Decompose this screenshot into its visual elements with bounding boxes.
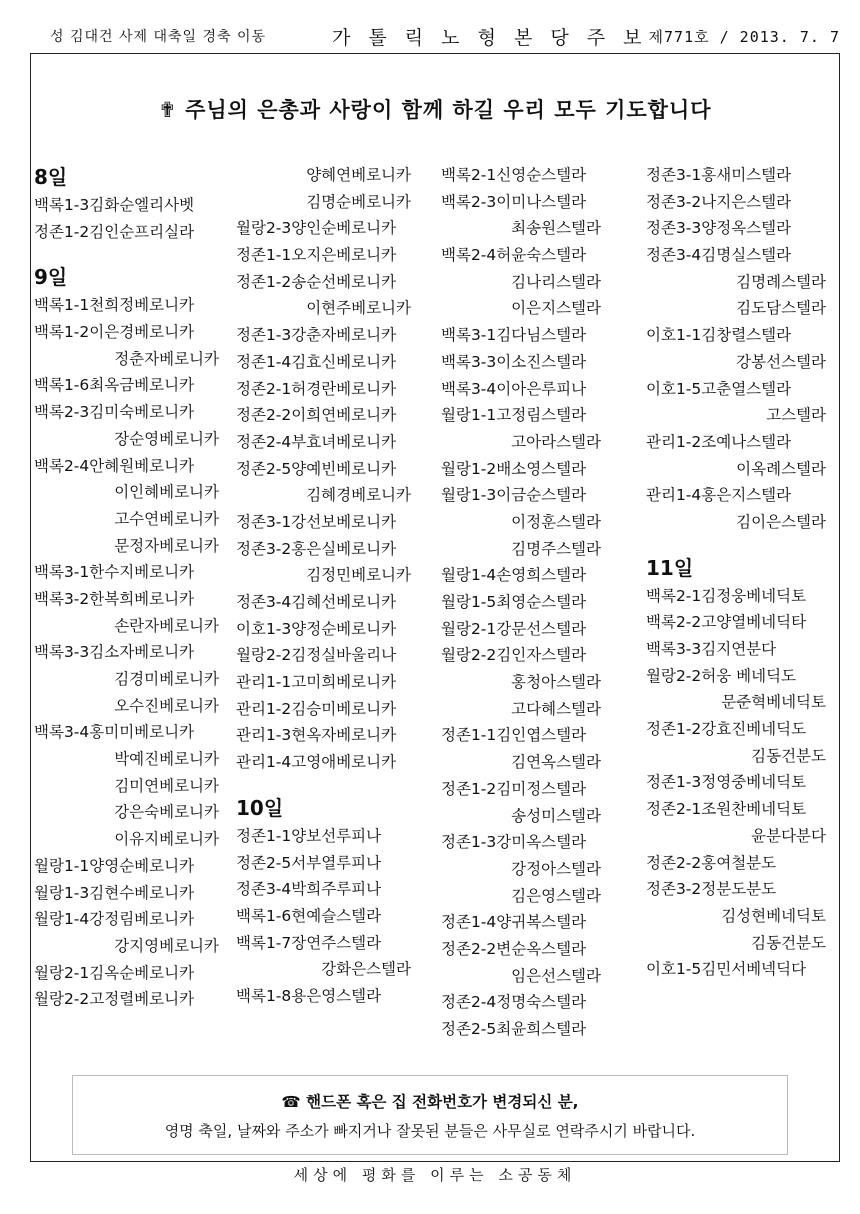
name-entry: 관리1-3현옥자베로니카 [236, 726, 397, 745]
name-entry: 이호1-5고춘열스텔라 [646, 379, 792, 398]
name-entry: 백록3-3이소진스텔라 [441, 352, 587, 371]
name-entry: 정춘자베로니카 [114, 349, 219, 368]
name-entry: 김명순베로니카 [306, 192, 411, 211]
name-entry: 문준혁베네딕토 [721, 693, 826, 712]
name-entry: 백록2-1신영순스텔라 [441, 166, 587, 184]
name-entry: 백록3-3김지연분다 [646, 640, 777, 658]
name-entry: 정존1-1오지은베로니카 [236, 246, 397, 265]
name-entry: 월랑1-1양영순베로니카 [34, 856, 195, 875]
name-entry: 양혜연베로니카 [306, 166, 411, 184]
name-entry: 백록1-6최옥금베로니카 [34, 376, 195, 395]
name-entry: 월랑1-3이금순스텔라 [441, 486, 587, 505]
name-entry: 송성미스텔라 [511, 806, 601, 825]
name-entry: 이호1-5김민서베넥딕다 [646, 960, 807, 979]
name-entry: 정존2-1허경란베로니카 [236, 379, 397, 398]
name-entry: 고스텔라 [766, 406, 826, 425]
name-entry: 김성현베네딕토 [721, 906, 826, 925]
name-entry: 고수연베로니카 [114, 509, 219, 528]
name-entry: 백록2-4허윤숙스텔라 [441, 246, 587, 265]
name-entry: 월랑1-4강정림베로니카 [34, 910, 195, 929]
name-entry: 이정훈스텔라 [511, 512, 601, 531]
name-entry: 백록3-4이아은루피나 [441, 379, 587, 398]
day-heading: 8일 [34, 165, 68, 189]
title-text: 주님의 은총과 사랑이 함께 하길 우리 모두 기도합니다 [185, 98, 712, 122]
footer-motto: 세상에 평화를 이루는 소공동체 [293, 1166, 577, 1184]
name-entry: 정존2-5최윤희스텔라 [441, 1020, 587, 1038]
name-entry: 김명례스텔라 [736, 272, 826, 291]
day-heading: 9일 [34, 265, 68, 290]
name-entry: 정존1-4양귀복스텔라 [441, 913, 587, 932]
name-entry: 정존3-3양정옥스텔라 [646, 219, 792, 238]
name-entry: 이은지스텔라 [511, 299, 601, 318]
name-entry: 정존1-2송순선베로니카 [236, 272, 397, 291]
name-entry: 김동건분도 [751, 933, 826, 952]
name-entry: 월랑2-2김인자스텔라 [441, 646, 587, 665]
name-entry: 고아라스텔라 [511, 432, 601, 451]
name-entry: 김동건분도 [751, 746, 826, 765]
name-entry: 백록1-1천희정베로니카 [34, 296, 195, 315]
name-entry: 문정자베로니카 [114, 536, 219, 555]
name-entry: 백록1-6현예슬스텔라 [236, 906, 382, 925]
page-header [30, 26, 842, 56]
issue-number: 제771호 / 2013. 7. 7 [648, 28, 840, 46]
notice-line-2: 영명 축일, 날짜와 주소가 빠지거나 잘못된 분들은 사무실로 연락주시기 바랍니다. [164, 1122, 696, 1140]
name-entry: 백록2-2고양열베네딕타 [646, 613, 807, 632]
name-entry: 홍청아스텔라 [511, 673, 601, 692]
name-entry: 백록1-7장연주스텔라 [236, 933, 382, 952]
name-entry: 월랑2-1강문선스텔라 [441, 619, 587, 638]
name-entry: 이옥례스텔라 [736, 459, 826, 478]
name-entry: 관리1-2조예나스텔라 [646, 432, 792, 451]
notice-box [72, 1075, 788, 1155]
name-entry: 정존1-1김인엽스텔라 [441, 726, 587, 745]
name-entry: 정존2-2홍여철분도 [646, 853, 777, 872]
name-entry: 김미연베로니카 [114, 776, 219, 795]
name-entry: 백록2-4안혜원베로니카 [34, 456, 195, 475]
name-entry: 관리1-1고미희베로니카 [236, 673, 397, 692]
name-entry: 백록1-3김화순엘리사벳 [34, 196, 195, 214]
notice-line-1: 핸드폰 혹은 집 전화번호가 변경되신 분, [306, 1093, 579, 1111]
name-entry: 이현주베로니카 [306, 299, 411, 318]
name-entry: 정존3-4박희주루피나 [236, 880, 382, 899]
name-entry: 정존3-1강선보베로니카 [236, 512, 397, 531]
name-entry: 오수진베로니카 [114, 696, 219, 715]
name-entry: 월랑1-5최영순스텔라 [441, 593, 587, 611]
name-entry: 정존3-4김혜선베로니카 [236, 593, 397, 611]
name-entry: 관리1-2김승미베로니카 [236, 699, 397, 718]
name-entry: 강정아스텔라 [511, 859, 601, 878]
name-entry: 정존2-2이희연베로니카 [236, 406, 397, 425]
name-entry: 월랑2-2허웅 베네딕도 [646, 666, 797, 685]
name-entry: 이호1-3양정순베로니카 [236, 619, 397, 638]
name-entry: 이인혜베로니카 [114, 483, 219, 502]
name-entry: 손란자베로니카 [114, 616, 219, 635]
column-3 [441, 162, 601, 1043]
name-entry: 정존2-4정명숙스텔라 [441, 993, 587, 1012]
name-entry: 박예진베로니카 [114, 750, 219, 769]
name-entry: 월랑2-2김정실바울리나 [236, 646, 397, 665]
name-entry: 김은영스텔라 [511, 886, 601, 905]
name-entry: 월랑1-4손영희스텔라 [441, 566, 587, 585]
name-entry: 정존1-3강미옥스텔라 [441, 833, 587, 852]
name-entry: 백록3-2한복희베로니카 [34, 589, 195, 608]
name-entry: 정존2-2변순옥스텔라 [441, 939, 587, 958]
name-entry: 정존2-5서부열루피나 [236, 853, 382, 872]
name-entry: 월랑1-3김현수베로니카 [34, 883, 195, 902]
spacer [236, 776, 411, 793]
notice-heading [73, 1090, 787, 1112]
name-entry: 백록3-1김다님스텔라 [441, 326, 587, 345]
cross-icon: ✟ [158, 98, 178, 122]
name-entry: 이유지베로니카 [114, 830, 219, 849]
name-entry: 백록2-1김정웅베네딕토 [646, 586, 807, 605]
name-entry: 월랑2-2고정렬베로니카 [34, 990, 195, 1009]
name-entry: 강화은스텔라 [321, 960, 411, 979]
name-entry: 정존1-3정영중베네딕토 [646, 773, 807, 792]
name-entry: 백록1-2이은경베로니카 [34, 323, 195, 342]
name-entry: 정존1-2김미정스텔라 [441, 779, 587, 798]
name-entry: 정존1-1양보선루피나 [236, 826, 382, 845]
name-entry: 김도담스텔라 [736, 299, 826, 318]
name-entry: 최송원스텔라 [511, 219, 601, 238]
name-entry: 관리1-4홍은지스텔라 [646, 486, 792, 505]
name-entry: 김경미베로니카 [114, 670, 219, 688]
name-entry: 백록3-3김소자베로니카 [34, 643, 195, 662]
name-entry: 정존3-2정분도분도 [646, 880, 777, 899]
day-heading: 11일 [646, 555, 694, 580]
name-entry: 이호1-1김창렬스텔라 [646, 326, 792, 345]
name-entry: 장순영베로니카 [114, 429, 219, 448]
name-entry: 강봉선스텔라 [736, 352, 826, 371]
header-left: 성 김대건 사제 대축일 경축 이동 [50, 29, 267, 45]
spacer [646, 536, 826, 553]
name-entry: 백록2-3이미나스텔라 [441, 192, 587, 211]
name-entry: 윤분다분다 [751, 826, 826, 845]
name-entry: 월랑1-1고정림스텔라 [441, 406, 587, 425]
column-4 [646, 162, 826, 983]
page-title [30, 94, 840, 124]
phone-icon: ☎ [281, 1093, 301, 1111]
name-entry: 정존3-1홍새미스텔라 [646, 166, 792, 184]
bulletin-title: 가 톨 릭 노 형 본 당 주 보 [332, 27, 648, 49]
column-1 [34, 162, 219, 1013]
name-entry: 김정민베로니카 [306, 566, 411, 585]
name-entry: 정존3-2홍은실베로니카 [236, 539, 397, 558]
name-entry: 정존1-3강춘자베로니카 [236, 326, 397, 345]
column-2 [236, 162, 411, 1010]
name-entry: 김명주스텔라 [511, 539, 601, 558]
spacer [34, 245, 219, 262]
name-entry: 김연옥스텔라 [511, 753, 601, 772]
name-entry: 정존2-5양예빈베로니카 [236, 459, 397, 478]
name-entry: 백록3-4홍미미베로니카 [34, 723, 195, 742]
name-entry: 정존1-2강효진베네딕도 [646, 720, 807, 739]
name-entry: 김나리스텔라 [511, 272, 601, 291]
name-entry: 월랑2-3양인순베로니카 [236, 219, 397, 238]
name-entry: 강은숙베로니카 [114, 803, 219, 822]
name-entry: 고다혜스텔라 [511, 699, 601, 718]
name-entry: 관리1-4고영애베로니카 [236, 753, 397, 772]
name-entry: 임은선스텔라 [511, 966, 601, 985]
name-entry: 정존1-4김효신베로니카 [236, 352, 397, 371]
name-entry: 월랑1-2배소영스텔라 [441, 459, 587, 478]
name-entry: 정존3-4김명실스텔라 [646, 246, 792, 265]
name-entry: 김혜경베로니카 [306, 486, 411, 505]
name-entry: 정존2-4부효녀베로니카 [236, 432, 397, 451]
name-entry: 김이은스텔라 [736, 512, 826, 531]
name-entry: 강지영베로니카 [114, 936, 219, 955]
name-entry: 월랑2-1김옥순베로니카 [34, 963, 195, 982]
name-entry: 정존1-2김인순프리실라 [34, 222, 195, 241]
day-heading: 10일 [236, 795, 284, 820]
name-entry: 백록2-3김미숙베로니카 [34, 403, 195, 422]
name-entry: 백록3-1한수지베로니카 [34, 563, 195, 582]
name-entry: 백록1-8용은영스텔라 [236, 986, 382, 1005]
name-entry: 정존2-1조원찬베네딕토 [646, 800, 807, 819]
name-entry: 정존3-2나지은스텔라 [646, 192, 792, 211]
